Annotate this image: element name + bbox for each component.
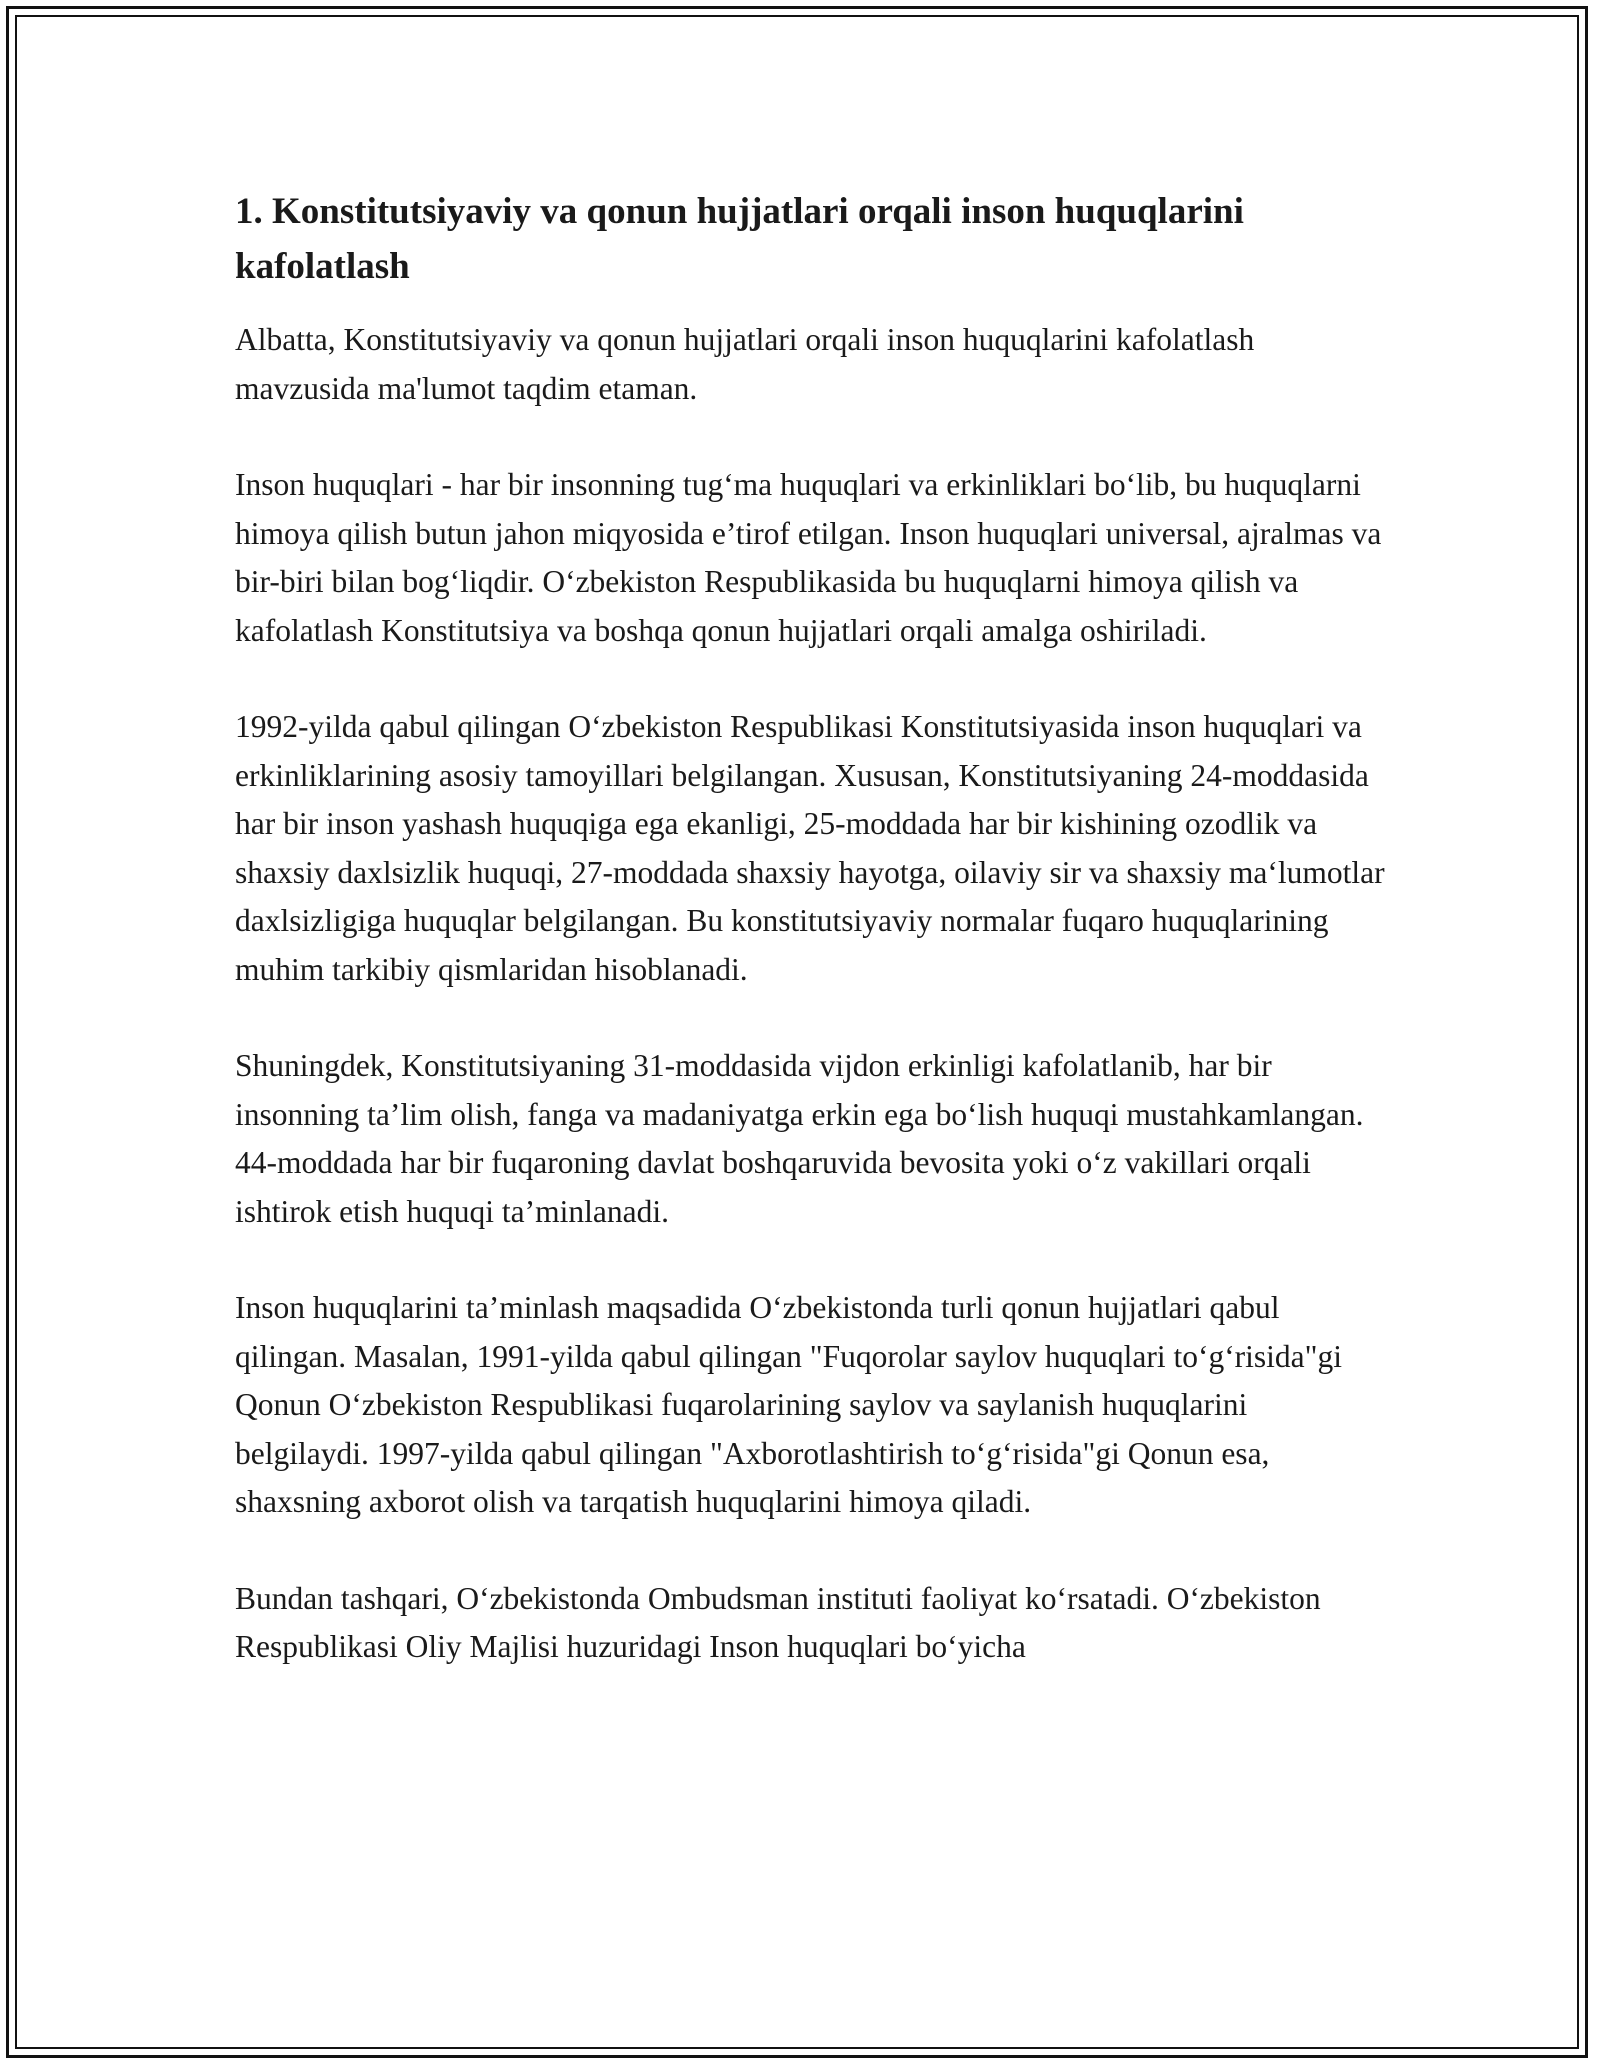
- paragraph-human-rights: Inson huquqlari - har bir insonning tug‘ma huquqlari va erkinliklari bo‘lib, bu huquqlarni himoya qilish butun jahon miqyosida e’tirof etilgan. Inson huquqlari universal, ajralmas va bir-biri bilan bog‘liqdir. O‘zbekiston Respublikasida bu huquqlarni himoya qilish va kafolatlash Konstitutsiya va boshqa qonun hujjatlari orqali amalga oshiriladi.: [235, 467, 1382, 648]
- paragraph-intro: Albatta, Konstitutsiyaviy va qonun hujjatlari orqali inson huquqlarini kafolatlash mavzusida ma'lumot taqdim etaman.: [235, 322, 1255, 406]
- document-body: [235, 184, 1385, 1720]
- paragraph-ombudsman: Bundan tashqari, O‘zbekistonda Ombudsman instituti faoliyat ko‘rsatadi. O‘zbekiston Respublikasi Oliy Majlisi huzuridagi Inson huquqlari bo‘yicha: [235, 1580, 1321, 1664]
- paragraph-laws: Inson huquqlarini ta’minlash maqsadida O‘zbekistonda turli qonun hujjatlari qabul qilingan. Masalan, 1991-yilda qabul qilingan "Fuqorolar saylov huquqlari to‘g‘risida"gi Qonun O‘zbekiston Respublikasi fuqarolarining saylov va saylanish huquqlarini belgilaydi. 1997-yilda qabul qilingan "Axborotlashtirish to‘g‘risida"gi Qonun esa, shaxsning axborot olish va tarqatish huquqlarini himoya qiladi.: [235, 1290, 1343, 1519]
- paragraph-article-31-44: Shuningdek, Konstitutsiyaning 31-moddasida vijdon erkinligi kafolatlanib, har bir insonning ta’lim olish, fanga va madaniyatga erkin ega bo‘lish huquqi mustahkamlangan. 44-moddada har bir fuqaroning davlat boshqaruvida bevosita yoki o‘z vakillari orqali ishtirok etish huquqi ta’minlanadi.: [235, 1048, 1364, 1229]
- paragraph-constitution-1992: 1992-yilda qabul qilingan O‘zbekiston Respublikasi Konstitutsiyasida inson huquqlari va erkinliklarining asosiy tamoyillari belgilangan. Xususan, Konstitutsiyaning 24-moddasida har bir inson yashash huquqiga ega ekanligi, 25-moddada har bir kishining ozodlik va shaxsiy daxlsizlik huquqi, 27-moddada shaxsiy hayotga, oilaviy sir va shaxsiy ma‘lumotlar daxlsizligiga huquqlar belgilangan. Bu konstitutsiyaviy normalar fuqaro huquqlarining muhim tarkibiy qismlaridan hisoblanadi.: [235, 709, 1385, 987]
- section-title: 1. Konstitutsiyaviy va qonun hujjatlari orqali inson huquqlarini kafolatlash: [235, 191, 1244, 287]
